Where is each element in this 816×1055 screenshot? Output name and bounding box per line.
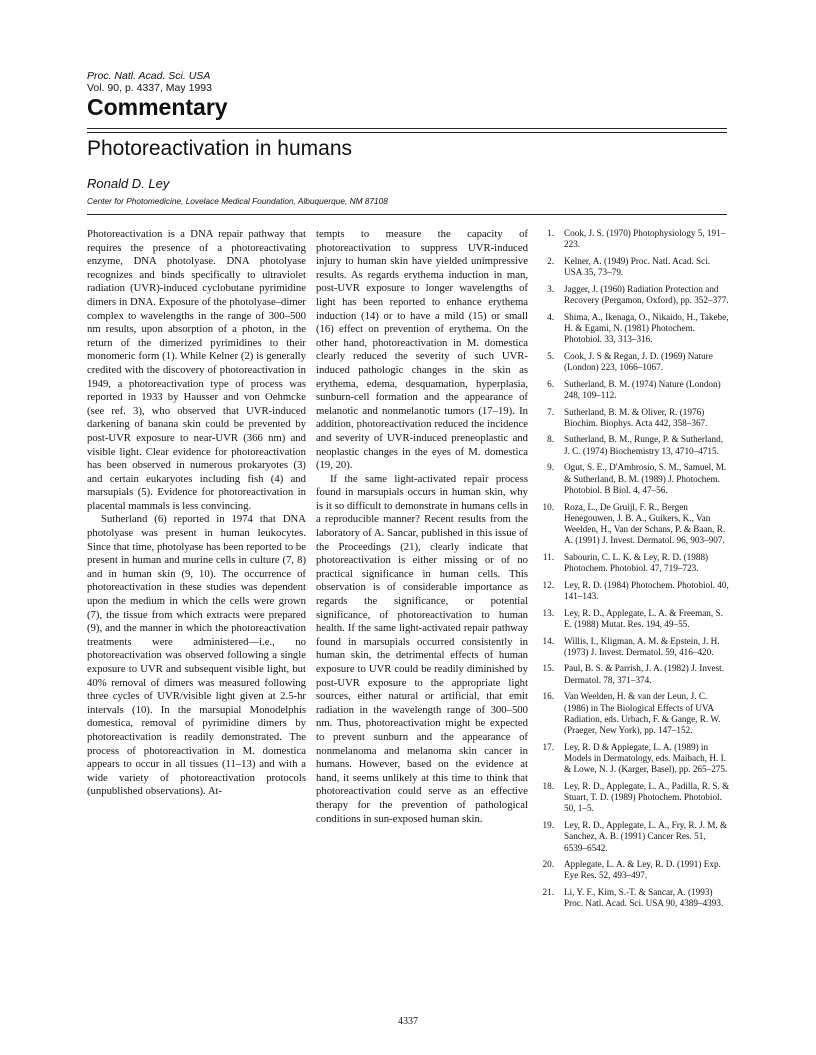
reference-item	[540, 636, 730, 659]
affiliation-rule	[87, 214, 727, 215]
reference-text: Ley, R. D & Applegate, L. A. (1989) in Models in Dermatology, eds. Maibach, H. I. & Lowe, N. J. (Karger, Basel), pp. 265–275.	[564, 741, 728, 775]
reference-text: Willis, I., Kligman, A. M. & Epstein, J. H. (1973) J. Invest. Dermatol. 59, 416–420.	[564, 635, 720, 657]
journal-name: Proc. Natl. Acad. Sci. USA	[87, 70, 211, 82]
reference-text: Paul, B. S. & Parrish, J. A. (1982) J. Invest. Dermatol. 78, 371–374.	[564, 663, 725, 685]
reference-number: 9.	[547, 462, 554, 473]
reference-number: 1.	[547, 228, 554, 238]
reference-item	[540, 552, 730, 575]
reference-item	[540, 256, 730, 279]
reference-number: 19.	[542, 820, 554, 831]
reference-list	[540, 228, 730, 910]
reference-number: 3.	[547, 283, 554, 294]
reference-item	[540, 663, 730, 686]
reference-text: Roza, L., De Gruijl, F. R., Bergen Henegouwen, J. B. A., Guikers, K., Van Weelden, H., Van der Schans, P. & Baan, R. A. (1991) J. Invest. Dermatol. 96, 903–907.	[564, 501, 726, 546]
reference-text: Sutherland, B. M. (1974) Nature (London) 248, 109–112.	[564, 378, 721, 400]
journal-citation	[87, 70, 212, 94]
reference-number: 16.	[542, 691, 554, 702]
author-name: Ronald D. Ley	[87, 176, 170, 191]
reference-number: 2.	[547, 255, 554, 266]
reference-number: 17.	[542, 741, 554, 752]
reference-item	[540, 502, 730, 547]
author-affiliation: Center for Photomedicine, Lovelace Medical Foundation, Albuquerque, NM 87108	[87, 196, 388, 206]
reference-text: Van Weelden, H. & van der Leun, J. C. (1986) in The Biological Effects of UVA Radiation, eds. Urbach, F. & Gange, R. W. (Praeger, New York), pp. 147–152.	[564, 691, 721, 736]
reference-number: 8.	[547, 434, 554, 445]
reference-number: 15.	[542, 663, 554, 674]
reference-item	[540, 379, 730, 402]
reference-text: Ley, R. D., Applegate, L. A., Padilla, R. S. & Stuart, T. D. (1989) Photochem. Photobiol. 50, 1–5.	[564, 780, 730, 814]
reference-text: Sutherland, B. M., Runge, P. & Sutherland, J. C. (1974) Biochemistry 13, 4710–4715.	[564, 434, 723, 456]
reference-item	[540, 781, 730, 815]
reference-item	[540, 820, 730, 854]
reference-item	[540, 284, 730, 307]
reference-text: Cook, J. S. (1970) Photophysiology 5, 191–223.	[564, 228, 726, 250]
reference-number: 10.	[542, 501, 554, 512]
section-heading: Commentary	[87, 94, 228, 120]
reference-item	[540, 351, 730, 374]
journal-volume: Vol. 90, p. 4337, May 1993	[87, 82, 212, 94]
reference-text: Ley, R. D., Applegate, L. A., Fry, R. J. M. & Sanchez, A. B. (1991) Cancer Res. 51, 6539–6542.	[564, 820, 728, 853]
reference-text: Jagger, J. (1960) Radiation Protection and Recovery (Pergamon, Oxford), pp. 352–377.	[564, 283, 729, 306]
reference-text: Cook, J. S & Regan, J. D. (1969) Nature (London) 223, 1066–1067.	[564, 350, 713, 373]
reference-number: 13.	[542, 607, 554, 618]
paragraph: Photoreactivation is a DNA repair pathway that requires the presence of a photoreactivating enzyme, DNA photolyase. DNA photolyase recognizes and binds specifically to ultraviolet radiation (UVR)-induced cyclobutane pyrimidine dimers in DNA. Exposure of the photolyase–dimer complex to wavelengths in the range of 300–500 nm results, upon absorption of a photon, in the return of the dimerized pyrimidines to their monomeric form (1). While Kelner (2) is generally credited with the discovery of photoreactivation in 1949, a photoreactivation type of process was reported in 1933 by Hausser and von Oehmcke (see ref. 3), who observed that UVR-induced darkening of banana skin could be prevented by post-UVR exposure to near-UVR (366 nm) and visible light. Clear evidence for photoreactivation has been observed in numerous prokaryotes (3) and certain eukaryotes including fish (4) and marsupials (5). Evidence for photoreactivation in placental mammals is less convincing.	[87, 228, 306, 512]
paragraph: Sutherland (6) reported in 1974 that DNA photolyase was present in human leukocytes. Since that time, photolyase has been reported to be present in human and murine cells in culture (7, 8) and in human skin (9, 10). The occurrence of photoreactivation in these studies was dependent upon the medium in which the cells were grown (7), the tissue from which extracts were prepared (9), and the manner in which the photoreactivation treatments were administered—i.e., no photoreactivation was observed following a single exposure to UVR and subsequent visible light, but 40% removal of dimers was measured following three cycles of UVR/visible light given at 2.5-hr intervals (10). In the marsupial Monodelphis domestica, removal of pyrimidine dimers by photoreactivation is readily demonstrated. The process of photoreactivation in M. domestica appears to occur in all tissues (11–13) and with a wide variety of photoreactivation protocols (unpublished observations). At-	[87, 513, 306, 798]
reference-text: Ley, R. D. (1984) Photochem. Photobiol. 40, 141–143.	[564, 579, 729, 602]
reference-number: 5.	[547, 350, 554, 361]
reference-text: Kelner, A. (1949) Proc. Natl. Acad. Sci. USA 35, 73–79.	[564, 255, 711, 278]
reference-text: Sutherland, B. M. & Oliver, R. (1976) Biochim. Biophys. Acta 442, 358–367.	[564, 406, 708, 428]
reference-item	[540, 608, 730, 631]
reference-item	[540, 742, 730, 776]
reference-item	[540, 887, 730, 910]
body-column-2	[316, 228, 528, 826]
reference-item	[540, 434, 730, 457]
reference-number: 7.	[547, 406, 554, 417]
reference-item	[540, 580, 730, 603]
reference-item	[540, 312, 730, 346]
reference-number: 14.	[542, 635, 554, 646]
article-title: Photoreactivation in humans	[87, 137, 352, 160]
reference-number: 21.	[542, 887, 554, 898]
reference-number: 11.	[542, 551, 554, 562]
reference-item	[540, 462, 730, 496]
reference-number: 18.	[542, 780, 554, 791]
reference-text: Li, Y. F., Kim, S.-T. & Sancar, A. (1993) Proc. Natl. Acad. Sci. USA 90, 4389–4393.	[564, 887, 724, 909]
reference-text: Ogut, S. E., D'Ambrosio, S. M., Samuel, M. & Sutherland, B. M. (1989) J. Photochem. Photobiol. B Biol. 4, 47–56.	[564, 462, 727, 495]
reference-item	[540, 407, 730, 430]
reference-column	[540, 228, 730, 915]
header-rule-bottom	[87, 132, 727, 133]
reference-number: 20.	[542, 859, 554, 870]
reference-item	[540, 859, 730, 882]
reference-text: Applegate, L. A. & Ley, R. D. (1991) Exp. Eye Res. 52, 493–497.	[564, 859, 721, 881]
reference-item	[540, 228, 730, 251]
reference-number: 4.	[547, 311, 554, 322]
reference-text: Ley, R. D., Applegate, L. A. & Freeman, S. E. (1988) Mutat. Res. 194, 49–55.	[564, 607, 723, 629]
reference-number: 12.	[542, 579, 554, 590]
reference-number: 6.	[547, 378, 554, 389]
paragraph: If the same light-activated repair process found in marsupials occurs in human skin, why is it so difficult to demonstrate in humans cells in a reproducible manner? Recent results from the laboratory of A. Sancar, published in this issue of the Proceedings (21), clearly indicate that photoreactivation is either missing or of no practical significance in human cells. This observation is of considerable importance as regards the significance, or potential significance, of photoreactivation to human health. If the same light-activated repair pathway found in marsupials occurred consistently in human skin, the detrimental effects of human exposure to UVR could be readily diminished by post-UVR exposure to the appropriate light sources, either natural or artificial, that emit radiation in the wavelength range of 300–500 nm. Thus, photoreactivation might be expected to prevent sunburn and the appearance of nonmelanoma and melanoma skin cancer in humans. However, based on the evidence at hand, it seems unlikely at this time to think that photoreactivation could serve as an effective therapy for the prevention of pathological conditions in sun-exposed human skin.	[316, 472, 528, 825]
reference-text: Sabourin, C. L. K. & Ley, R. D. (1988) Photochem. Photobiol. 47, 719–723.	[564, 551, 709, 574]
reference-text: Shima, A., Ikenaga, O., Nikaido, H., Takebe, H. & Egami, N. (1981) Photochem. Photobiol. 33, 313–316.	[564, 311, 729, 345]
body-column-1	[87, 228, 306, 799]
page-number: 4337	[398, 1016, 418, 1027]
paragraph: tempts to measure the capacity of photoreactivation to suppress UVR-induced injury to human skin have yielded unimpressive results. As regards erythema induction in man, post-UVR exposure to longer wavelengths of light has been reported to enhance erythema induction (14) or to have a mild (15) or small (16) effect on prevention of erythema. On the other hand, photoreactivation in M. domestica clearly reduced the severity of such UVR-induced pathologic changes in the skin as erythema, edema, desquamation, hyperplasia, sunburn-cell formation and the appearance of melanotic and nonmelanotic tumors (17–19). In addition, photoreactivation reduced the incidence and severity of UVR-induced preneoplastic and neoplastic changes in the eyes of M. domestica (19, 20).	[316, 228, 528, 472]
reference-item	[540, 691, 730, 736]
header-rule-top	[87, 128, 727, 129]
